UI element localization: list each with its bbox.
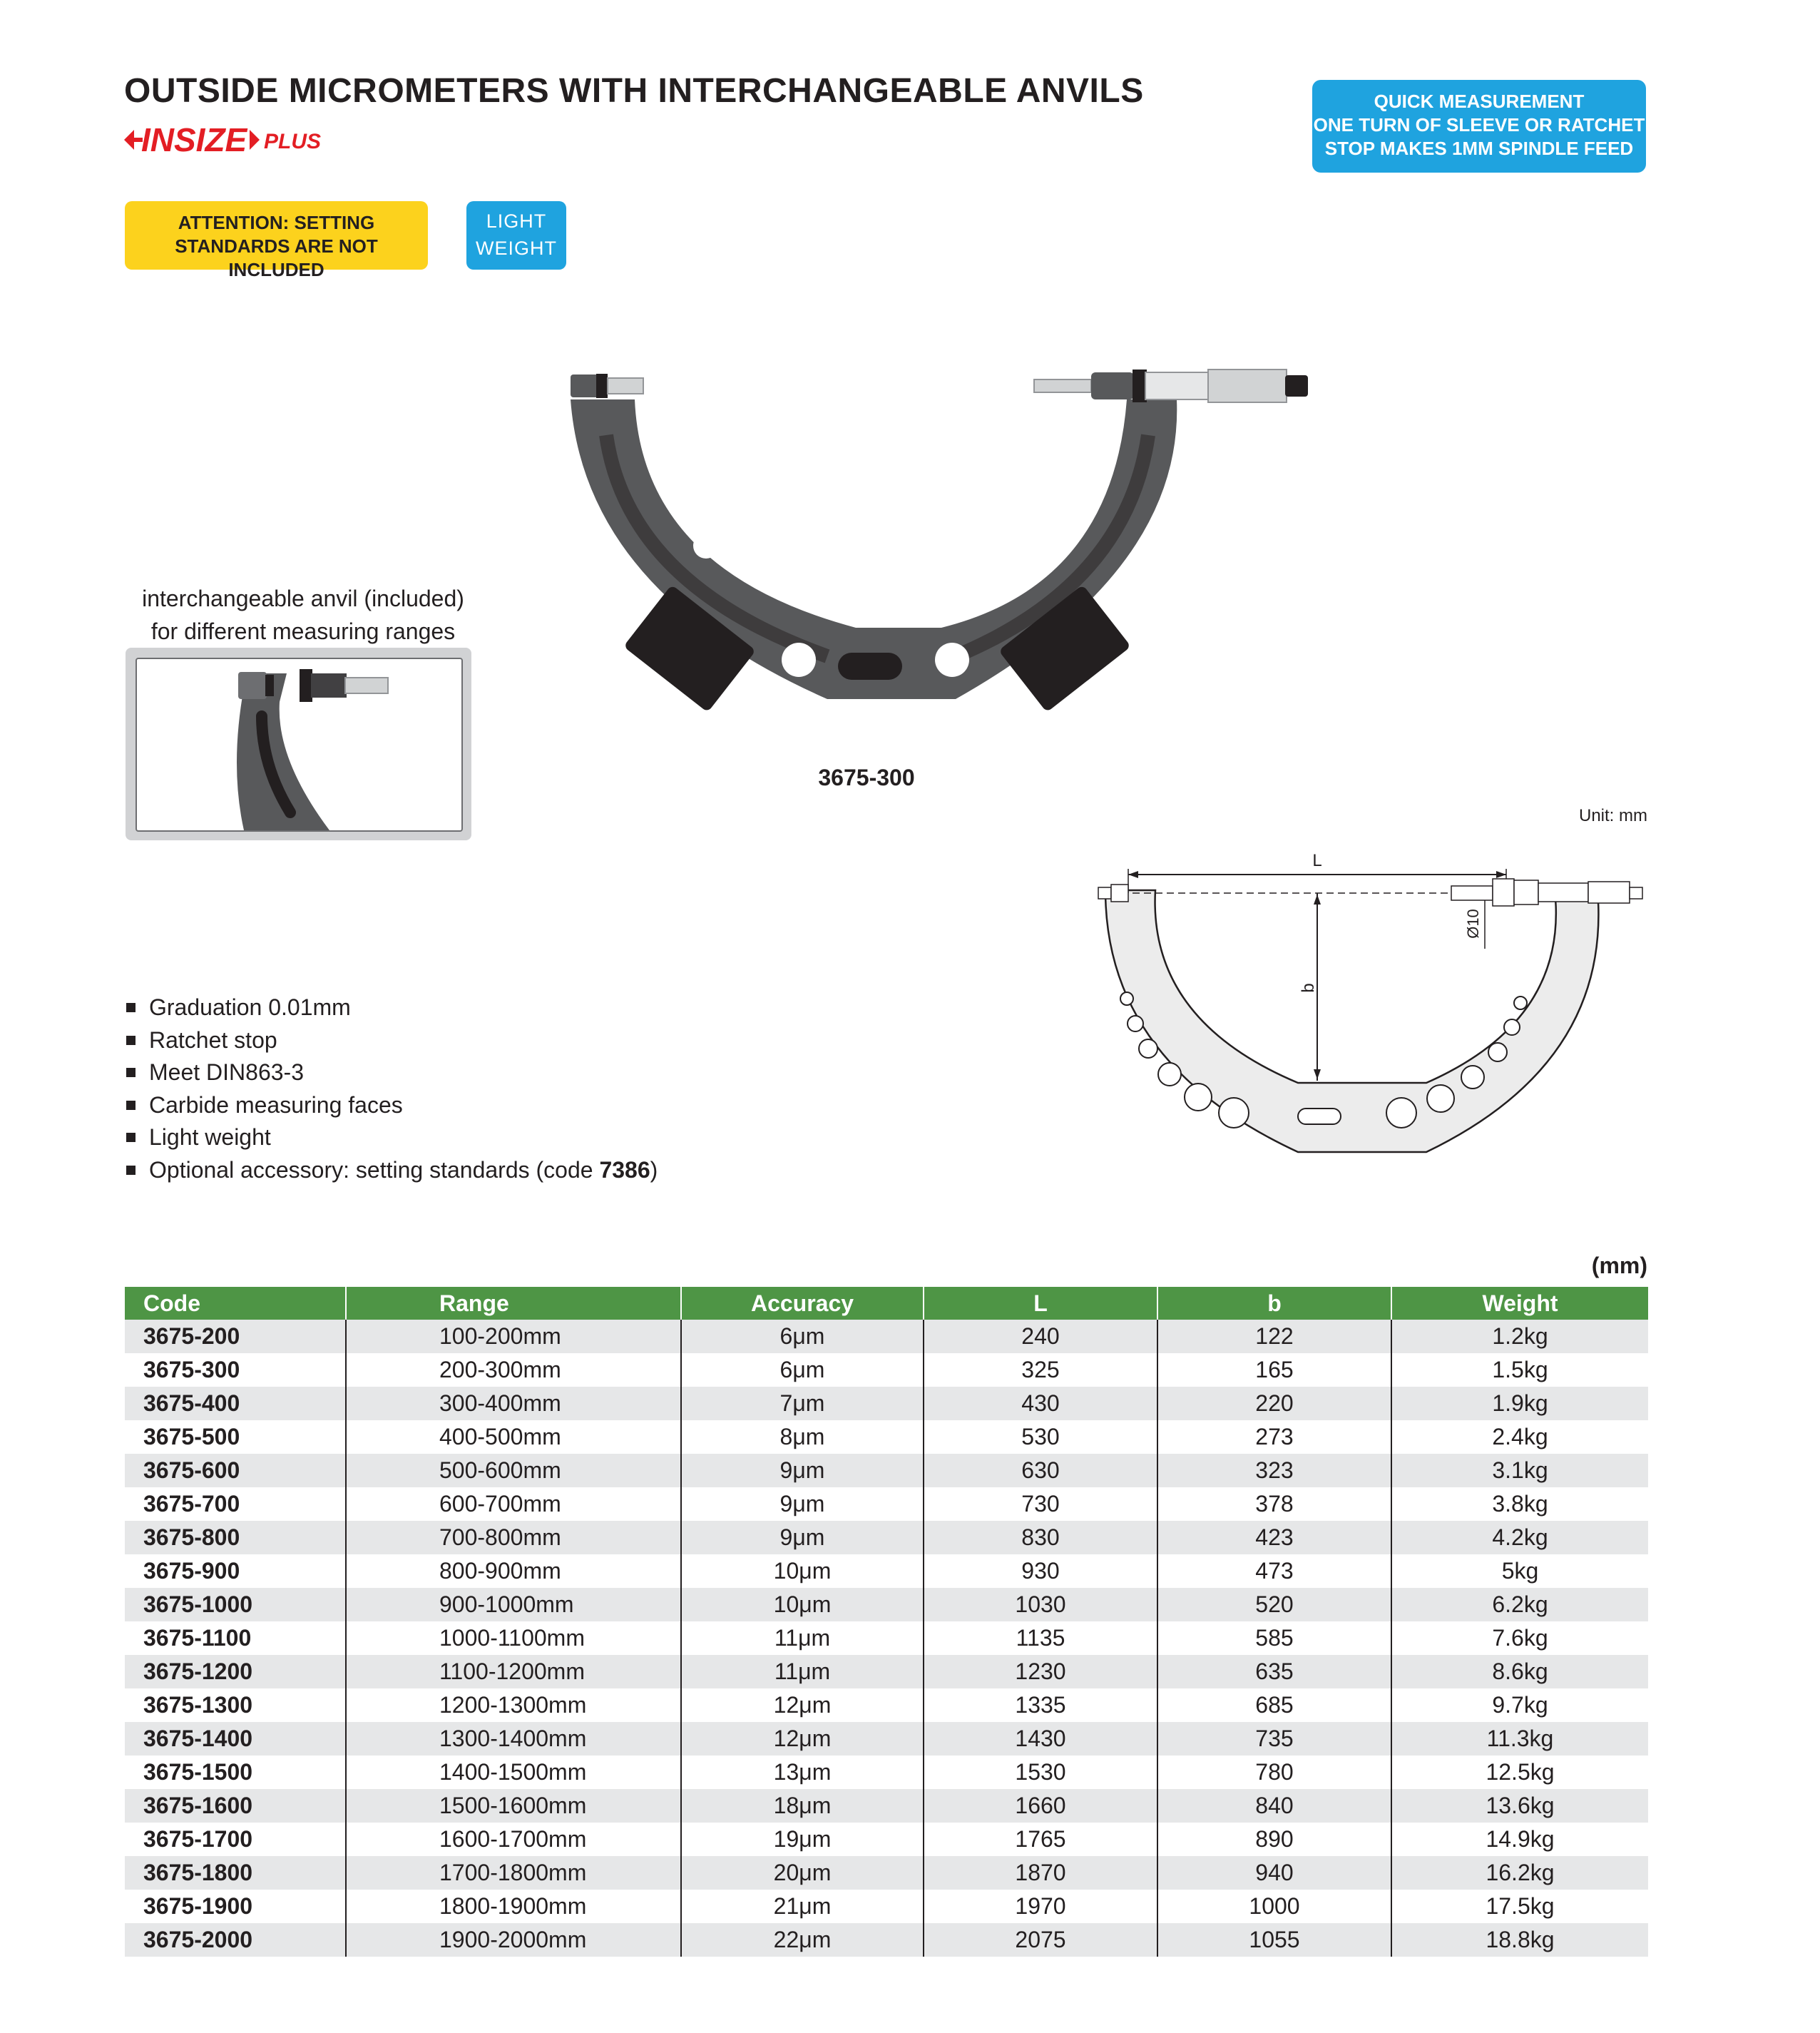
- page-title: OUTSIDE MICROMETERS WITH INTERCHANGEABLE ANVILS: [124, 72, 1144, 110]
- table-cell: 18.8kg: [1391, 1923, 1648, 1957]
- table-cell: 200-300mm: [346, 1353, 681, 1387]
- table-cell: 1.5kg: [1391, 1353, 1648, 1387]
- table-cell: 1400-1500mm: [346, 1756, 681, 1789]
- table-cell: 1870: [924, 1856, 1157, 1890]
- table-header-row: [125, 1287, 1648, 1320]
- table-cell: 3675-200: [125, 1320, 346, 1353]
- col-header-l: L: [924, 1287, 1157, 1320]
- table-cell: 700-800mm: [346, 1521, 681, 1554]
- table-row: [125, 1655, 1648, 1688]
- table-cell: 6μm: [681, 1320, 924, 1353]
- brand-suffix: PLUS: [264, 130, 322, 153]
- table-cell: 165: [1157, 1353, 1391, 1387]
- table-cell: 3675-1200: [125, 1655, 346, 1688]
- table-cell: 11.3kg: [1391, 1722, 1648, 1756]
- table-cell: 730: [924, 1487, 1157, 1521]
- table-cell: 18μm: [681, 1789, 924, 1823]
- table-cell: 1055: [1157, 1923, 1391, 1957]
- table-cell: 14.9kg: [1391, 1823, 1648, 1856]
- table-cell: 890: [1157, 1823, 1391, 1856]
- table-cell: 325: [924, 1353, 1157, 1387]
- table-cell: 3675-300: [143, 1357, 240, 1382]
- table-cell: 8.6kg: [1391, 1655, 1648, 1688]
- table-row: [125, 1856, 1648, 1890]
- table-cell: 3675-600: [125, 1454, 346, 1487]
- feature-item: Meet DIN863-3: [125, 1056, 658, 1089]
- table-cell: 273: [1157, 1420, 1391, 1454]
- table-cell: 1300-1400mm: [346, 1722, 681, 1756]
- table-cell: 735: [1157, 1722, 1391, 1756]
- table-cell: 3675-900: [143, 1558, 240, 1584]
- table-cell: 3675-1600: [125, 1789, 346, 1823]
- anvil-inset-image: [126, 648, 471, 840]
- table-row: [125, 1756, 1648, 1789]
- table-row: [125, 1722, 1648, 1756]
- table-cell: 12μm: [681, 1688, 924, 1722]
- table-cell: 930: [924, 1554, 1157, 1588]
- table-cell: 780: [1157, 1756, 1391, 1789]
- dim-dia-label: Ø10: [1464, 909, 1482, 939]
- col-header-weight: Weight: [1391, 1287, 1648, 1320]
- attention-badge: ATTENTION: SETTING STANDARDS ARE NOT INCLUDED: [125, 201, 428, 270]
- feature-list: [125, 992, 658, 1187]
- table-cell: 3.1kg: [1391, 1454, 1648, 1487]
- table-cell: 6μm: [681, 1353, 924, 1387]
- table-cell: 600-700mm: [346, 1487, 681, 1521]
- feature-item: Ratchet stop: [125, 1024, 658, 1057]
- table-cell: 1530: [924, 1756, 1157, 1789]
- table-row: [125, 1420, 1648, 1454]
- dim-b-label: b: [1299, 983, 1318, 993]
- table-cell: 323: [1157, 1454, 1391, 1487]
- table-row: [125, 1554, 1648, 1588]
- table-cell: 9μm: [681, 1521, 924, 1554]
- table-cell: 1500-1600mm: [346, 1789, 681, 1823]
- table-cell: 635: [1157, 1655, 1391, 1688]
- table-cell: 1430: [924, 1722, 1157, 1756]
- table-cell: 4.2kg: [1391, 1521, 1648, 1554]
- table-cell: 1135: [924, 1621, 1157, 1655]
- quick-measurement-badge: QUICK MEASUREMENT ONE TURN OF SLEEVE OR RATCHET STOP MAKES 1MM SPINDLE FEED: [1312, 80, 1646, 173]
- table-cell: 19μm: [681, 1823, 924, 1856]
- table-cell: 3675-1300: [143, 1692, 253, 1718]
- table-cell: 1.9kg: [1391, 1387, 1648, 1420]
- table-cell: 21μm: [681, 1890, 924, 1923]
- spec-table: [125, 1287, 1648, 1957]
- table-cell: 1230: [924, 1655, 1157, 1688]
- table-cell: 3675-1700: [143, 1826, 253, 1852]
- table-cell: 7μm: [681, 1387, 924, 1420]
- table-row: [125, 1789, 1648, 1823]
- table-cell: 585: [1157, 1621, 1391, 1655]
- table-cell: 1660: [924, 1789, 1157, 1823]
- table-cell: 122: [1157, 1320, 1391, 1353]
- table-cell: 1335: [924, 1688, 1157, 1722]
- table-cell: 840: [1157, 1789, 1391, 1823]
- table-cell: 1600-1700mm: [346, 1823, 681, 1856]
- table-cell: 5kg: [1391, 1554, 1648, 1588]
- anvil-caption: interchangeable anvil (included) for different measuring ranges: [142, 586, 464, 644]
- table-cell: 11μm: [681, 1655, 924, 1688]
- model-label: 3675-300: [818, 765, 915, 790]
- table-cell: 13.6kg: [1391, 1789, 1648, 1823]
- feature-item: Carbide measuring faces: [125, 1089, 658, 1122]
- table-cell: 12μm: [681, 1722, 924, 1756]
- table-cell: 940: [1157, 1856, 1391, 1890]
- table-cell: 830: [924, 1521, 1157, 1554]
- table-cell: 685: [1157, 1688, 1391, 1722]
- table-cell: 7.6kg: [1391, 1621, 1648, 1655]
- col-header-range: Range: [346, 1287, 681, 1320]
- table-cell: 900-1000mm: [346, 1588, 681, 1621]
- light-weight-badge: LIGHT WEIGHT: [466, 201, 566, 270]
- unit-label: Unit: mm: [1579, 806, 1647, 825]
- col-header-code: Code: [125, 1287, 346, 1320]
- table-cell: 1765: [924, 1823, 1157, 1856]
- table-cell: 473: [1157, 1554, 1391, 1588]
- col-header-b: b: [1157, 1287, 1391, 1320]
- table-cell: 12.5kg: [1391, 1756, 1648, 1789]
- table-row: [125, 1890, 1648, 1923]
- accessory-code: 7386: [599, 1156, 650, 1183]
- table-cell: 1970: [924, 1890, 1157, 1923]
- table-cell: 3675-400: [125, 1387, 346, 1420]
- table-cell: 530: [924, 1420, 1157, 1454]
- table-cell: 1800-1900mm: [346, 1890, 681, 1923]
- table-row: [125, 1923, 1648, 1957]
- table-cell: 9μm: [681, 1487, 924, 1521]
- table-cell: 20μm: [681, 1856, 924, 1890]
- table-cell: 240: [924, 1320, 1157, 1353]
- table-cell: 1000: [1157, 1890, 1391, 1923]
- table-cell: 10μm: [681, 1588, 924, 1621]
- dim-l-label: L: [1312, 851, 1322, 870]
- table-cell: 400-500mm: [346, 1420, 681, 1454]
- table-cell: 630: [924, 1454, 1157, 1487]
- table-cell: 300-400mm: [346, 1387, 681, 1420]
- table-cell: 3675-800: [125, 1521, 346, 1554]
- table-cell: 1030: [924, 1588, 1157, 1621]
- table-cell: 1000-1100mm: [346, 1621, 681, 1655]
- table-row: [125, 1320, 1648, 1353]
- table-row: [125, 1387, 1648, 1420]
- table-cell: 2075: [924, 1923, 1157, 1957]
- micrometer-image: [556, 357, 1355, 731]
- table-cell: 3.8kg: [1391, 1487, 1648, 1521]
- table-cell: 430: [924, 1387, 1157, 1420]
- table-cell: 16.2kg: [1391, 1856, 1648, 1890]
- table-cell: 3675-1900: [143, 1893, 253, 1919]
- insize-plus-logo: [124, 120, 359, 163]
- table-cell: 6.2kg: [1391, 1588, 1648, 1621]
- table-row: [125, 1688, 1648, 1722]
- feature-item: Light weight: [125, 1121, 658, 1154]
- table-cell: 3675-1400: [125, 1722, 346, 1756]
- table-cell: 423: [1157, 1521, 1391, 1554]
- table-cell: 3675-2000: [125, 1923, 346, 1957]
- table-row: [125, 1521, 1648, 1554]
- table-cell: 3675-1100: [143, 1625, 252, 1651]
- table-cell: 100-200mm: [346, 1320, 681, 1353]
- table-unit: (mm): [1591, 1253, 1647, 1278]
- table-cell: 3675-1500: [143, 1759, 253, 1785]
- table-cell: 3675-1800: [125, 1856, 346, 1890]
- table-cell: 17.5kg: [1391, 1890, 1648, 1923]
- table-cell: 9.7kg: [1391, 1688, 1648, 1722]
- table-cell: 22μm: [681, 1923, 924, 1957]
- table-cell: 1900-2000mm: [346, 1923, 681, 1957]
- table-cell: 500-600mm: [346, 1454, 681, 1487]
- feature-item: Graduation 0.01mm: [125, 992, 658, 1024]
- table-cell: 8μm: [681, 1420, 924, 1454]
- table-cell: 520: [1157, 1588, 1391, 1621]
- table-cell: 3675-1000: [125, 1588, 346, 1621]
- table-cell: 2.4kg: [1391, 1420, 1648, 1454]
- table-cell: 10μm: [681, 1554, 924, 1588]
- table-cell: 1200-1300mm: [346, 1688, 681, 1722]
- table-cell: 800-900mm: [346, 1554, 681, 1588]
- brand-name: INSIZE: [141, 121, 247, 158]
- table-cell: 3675-500: [143, 1424, 240, 1449]
- table-cell: 378: [1157, 1487, 1391, 1521]
- table-row: [125, 1588, 1648, 1621]
- table-row: [125, 1621, 1648, 1655]
- table-row: [125, 1353, 1648, 1387]
- col-header-accuracy: Accuracy: [681, 1287, 924, 1320]
- table-row: [125, 1454, 1648, 1487]
- table-cell: 1.2kg: [1391, 1320, 1648, 1353]
- table-row: [125, 1823, 1648, 1856]
- table-cell: 1700-1800mm: [346, 1856, 681, 1890]
- dimension-drawing: [1084, 835, 1655, 1166]
- table-cell: 11μm: [681, 1621, 924, 1655]
- table-cell: 9μm: [681, 1454, 924, 1487]
- table-row: [125, 1487, 1648, 1521]
- feature-item-accessory: Optional accessory: setting standards (code 7386): [125, 1154, 658, 1187]
- table-cell: 1100-1200mm: [346, 1655, 681, 1688]
- table-cell: 3675-700: [143, 1491, 240, 1517]
- table-cell: 13μm: [681, 1756, 924, 1789]
- table-cell: 220: [1157, 1387, 1391, 1420]
